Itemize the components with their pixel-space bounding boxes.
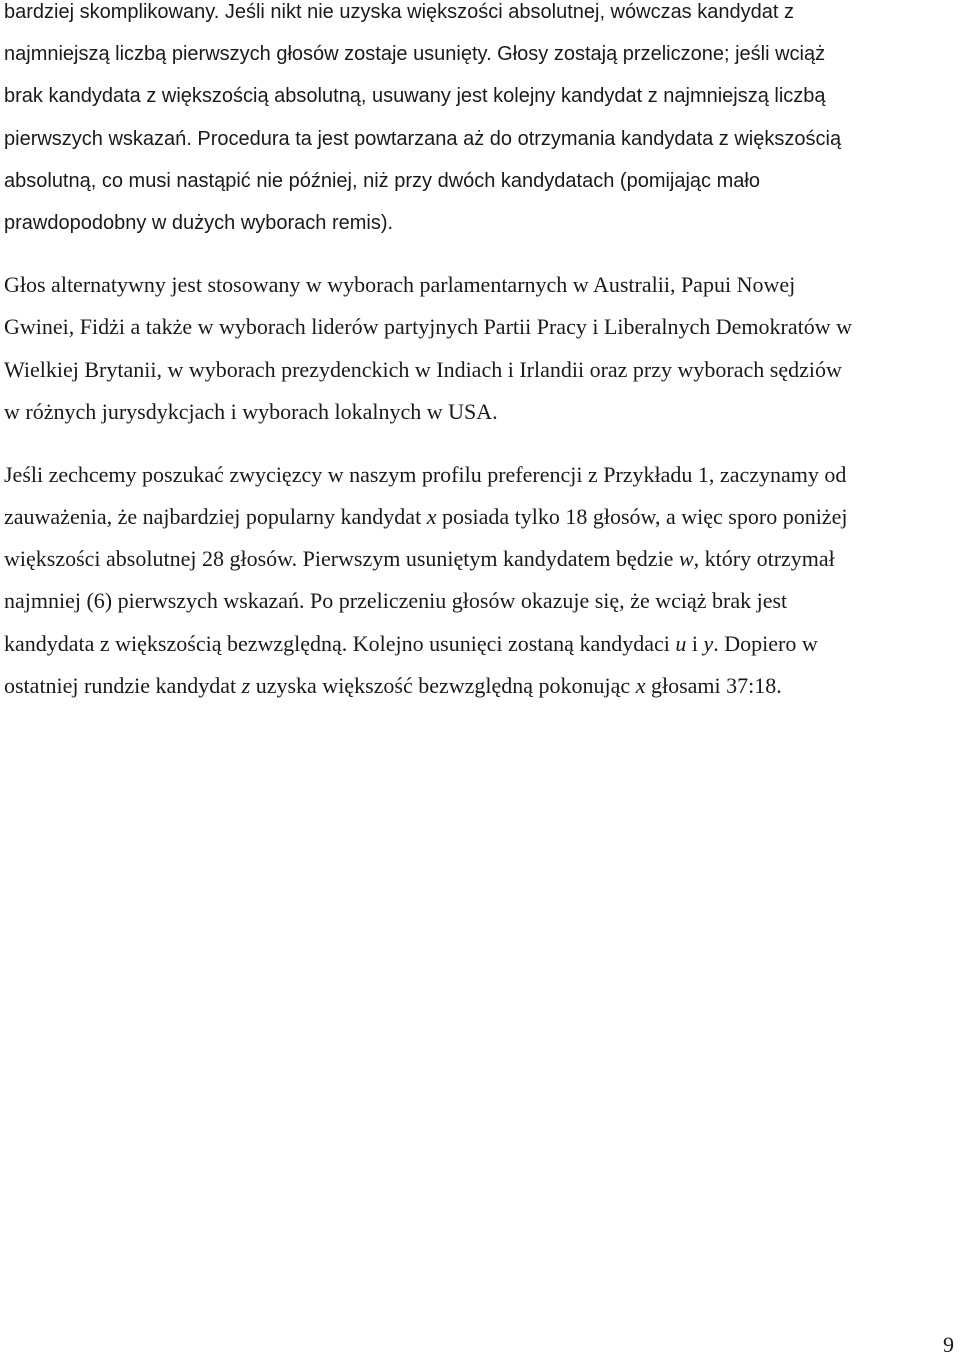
paragraph-gap: [4, 433, 954, 454]
paragraph-elimination-procedure: [4, 0, 954, 243]
text-line: [4, 159, 954, 201]
text-line: [4, 74, 954, 116]
text-segment: prawdopodobny w dużych wyborach remis).: [4, 211, 394, 234]
text-line: [4, 349, 954, 391]
text-segment: bardziej skomplikowany. Jeśli nikt nie uzyska większości absolutnej, wówczas kandydat z: [4, 1, 794, 23]
text-line: [4, 201, 954, 243]
text-segment: i: [686, 630, 704, 656]
text-segment: posiada tylko 18 głosów, a więc sporo poniżej: [436, 504, 848, 530]
text-line: [4, 391, 954, 433]
text-segment: w różnych jurysdykcjach i wyborach lokalnych w USA.: [4, 398, 498, 424]
text-segment: kandydata z większością bezwzględną. Kolejno usunięci zostaną kandydaci: [4, 630, 676, 656]
text-line: [4, 454, 954, 496]
text-segment: Głos alternatywny jest stosowany w wyborach parlamentarnych w Australii, Papui Nowej: [4, 272, 796, 298]
text-line: [4, 580, 954, 622]
text-segment: absolutną, co musi nastąpić nie później, niż przy dwóch kandydatach (pomijając mało: [4, 169, 760, 192]
text-line: [4, 496, 954, 538]
document-page: [4, 0, 954, 707]
text-segment: Wielkiej Brytanii, w wyborach prezydenckich w Indiach i Irlandii oraz przy wyborach sędziów: [4, 356, 842, 382]
page-number: 9: [943, 1332, 954, 1357]
paragraph-gap: [4, 243, 954, 264]
text-segment: uzyska większość bezwzględną pokonując: [250, 672, 636, 698]
text-segment: zauważenia, że najbardziej popularny kandydat: [4, 504, 427, 530]
text-segment: większości absolutnej 28 głosów. Pierwszym usuniętym kandydatem będzie: [4, 546, 679, 572]
math-variable: x: [635, 672, 646, 698]
paragraph-example-winner: [4, 454, 954, 707]
text-line: [4, 623, 954, 665]
text-segment: Gwinei, Fidżi a także w wyborach liderów partyjnych Partii Pracy i Liberalnych Demokratów w: [4, 314, 852, 340]
math-variable: z: [241, 672, 251, 698]
text-segment: Jeśli zechcemy poszukać zwycięzcy w naszym profilu preferencji z Przykładu 1, zaczynamy od: [4, 461, 847, 487]
text-segment: pierwszych wskazań. Procedura ta jest powtarzana aż do otrzymania kandydata z większością: [4, 127, 842, 150]
text-line: [4, 117, 954, 159]
text-line: [4, 264, 954, 306]
text-segment: brak kandydata z większością absolutną, usuwany jest kolejny kandydat z najmniejszą liczbą: [4, 85, 826, 108]
text-segment: najmniej (6) pierwszych wskazań. Po przeliczeniu głosów okazuje się, że wciąż brak jest: [4, 588, 788, 614]
text-segment: , który otrzymał: [693, 546, 835, 572]
paragraph-alternative-vote-usage: [4, 264, 954, 433]
text-segment: . Dopiero w: [713, 630, 818, 656]
text-line: [4, 538, 954, 580]
text-line: [4, 0, 954, 32]
math-variable: u: [675, 630, 687, 656]
text-segment: głosami 37:18.: [645, 672, 782, 698]
text-line: [4, 306, 954, 348]
text-line: [4, 665, 954, 707]
text-segment: ostatniej rundzie kandydat: [4, 672, 242, 698]
math-variable: w: [678, 546, 694, 572]
text-segment: najmniejszą liczbą pierwszych głosów zostaje usunięty. Głosy zostają przeliczone; jeśli wciąż: [4, 43, 826, 66]
math-variable: x: [426, 504, 437, 530]
text-line: [4, 32, 954, 74]
math-variable: y: [703, 630, 714, 656]
